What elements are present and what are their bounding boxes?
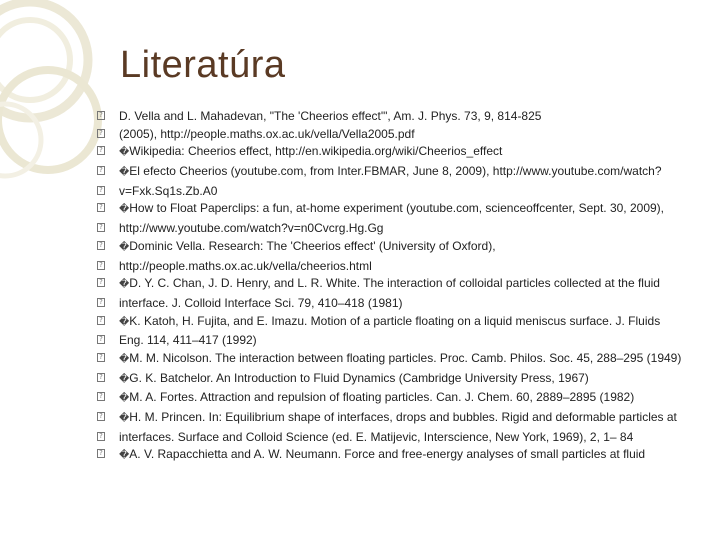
- bullet-icon: ?: [97, 316, 105, 325]
- reference-text: Wikipedia: Cheerios effect, http://en.wikipedia.org/wiki/Cheerios_effect: [129, 144, 503, 159]
- bullet-icon: ?: [97, 373, 105, 382]
- bullet-icon: ?: [97, 335, 105, 344]
- reference-text: http://people.maths.ox.ac.uk/vella/cheerios.html: [119, 258, 372, 273]
- bullet-icon: ?: [97, 186, 105, 195]
- replacement-glyph-icon: �: [119, 373, 130, 385]
- bullet-icon: ?: [97, 353, 105, 362]
- reference-text: Eng. 114, 411–417 (1992): [119, 333, 257, 348]
- reference-item: [0, 202, 720, 217]
- reference-item: [0, 165, 720, 180]
- reference-item: [0, 260, 720, 273]
- reference-text: interfaces. Surface and Colloid Science (ed. E. Matijevic, Interscience, New York, 1969), 2, 1– 84: [119, 429, 634, 444]
- reference-item: [0, 185, 720, 198]
- bullet-icon: ?: [97, 432, 105, 441]
- bullet-icon: ?: [97, 146, 105, 155]
- bullet-icon: ?: [97, 223, 105, 232]
- bullet-icon: ?: [97, 129, 105, 138]
- reference-text: K. Katoh, H. Fujita, and E. Imazu. Motion of a particle floating on a liquid meniscus surface. J. Fluids: [129, 313, 661, 328]
- reference-text: v=Fxk.Sq1s.Zb.A0: [119, 183, 218, 198]
- replacement-glyph-icon: �: [119, 147, 130, 159]
- reference-text: H. M. Princen. In: Equilibrium shape of interfaces, drops and bubbles. Rigid and deformable particles at: [129, 410, 677, 424]
- replacement-glyph-icon: �: [119, 204, 130, 216]
- reference-text: D. Vella and L. Mahadevan, "The 'Cheerios effect'", Am. J. Phys. 73, 9, 814-825: [119, 109, 542, 123]
- reference-item: [0, 222, 720, 235]
- reference-text: http://www.youtube.com/watch?v=n0Cvcrg.Hg.Gg: [119, 221, 384, 236]
- reference-item: [0, 411, 720, 426]
- replacement-glyph-icon: �: [119, 393, 130, 405]
- reference-text: interface. J. Colloid Interface Sci. 79, 410–418 (1981): [119, 295, 403, 310]
- bullet-icon: ?: [97, 392, 105, 401]
- reference-text: A. V. Rapacchietta and A. W. Neumann. Force and free-energy analyses of small particles at fluid: [129, 447, 646, 462]
- replacement-glyph-icon: �: [119, 413, 130, 424]
- reference-text: D. Y. C. Chan, J. D. Henry, and L. R. White. The interaction of colloidal particles collected at the fluid: [129, 276, 660, 291]
- reference-item: [0, 352, 720, 367]
- reference-item: [0, 431, 720, 444]
- reference-item: [0, 391, 720, 406]
- reference-text: El efecto Cheerios (youtube.com, from Inter.FBMAR, June 8, 2009), http://www.youtube.com/watch?: [129, 164, 662, 179]
- replacement-glyph-icon: �: [119, 279, 130, 291]
- reference-item: [0, 372, 720, 387]
- reference-list: [0, 110, 720, 468]
- bullet-icon: ?: [97, 298, 105, 307]
- reference-text: How to Float Paperclips: a fun, at-home experiment (youtube.com, scienceoffcenter, Sept. 30, 2009),: [129, 201, 664, 216]
- replacement-glyph-icon: �: [119, 353, 130, 365]
- reference-text: M. M. Nicolson. The interaction between floating particles. Proc. Camb. Philos. Soc. 45, 288–295 (1949): [129, 350, 682, 365]
- reference-item: [0, 448, 720, 463]
- reference-item: [0, 297, 720, 310]
- bullet-icon: ?: [97, 449, 105, 458]
- bullet-icon: ?: [97, 278, 105, 287]
- replacement-glyph-icon: �: [119, 316, 130, 328]
- reference-item: [0, 110, 720, 123]
- bullet-icon: ?: [97, 412, 105, 421]
- reference-text: G. K. Batchelor. An Introduction to Fluid Dynamics (Cambridge University Press, 1967): [129, 370, 589, 385]
- reference-item: [0, 128, 720, 141]
- replacement-glyph-icon: �: [119, 450, 130, 462]
- reference-text: Dominic Vella. Research: The 'Cheerios effect' (University of Oxford),: [129, 238, 496, 253]
- reference-text: M. A. Fortes. Attraction and repulsion of floating particles. Can. J. Chem. 60, 2889–2895 (1982): [129, 390, 635, 405]
- reference-item: [0, 145, 720, 160]
- slide-title: Literatúra: [120, 44, 286, 86]
- reference-text: (2005), http://people.maths.ox.ac.uk/vella/Vella2005.pdf: [119, 126, 415, 141]
- bullet-icon: ?: [97, 111, 105, 120]
- bullet-icon: ?: [97, 166, 105, 175]
- bullet-icon: ?: [97, 203, 105, 212]
- reference-item: [0, 277, 720, 292]
- replacement-glyph-icon: �: [119, 241, 130, 253]
- reference-item: [0, 315, 720, 330]
- reference-item: [0, 240, 720, 255]
- reference-item: [0, 334, 720, 347]
- replacement-glyph-icon: �: [119, 167, 130, 179]
- bullet-icon: ?: [97, 261, 105, 270]
- bullet-icon: ?: [97, 241, 105, 250]
